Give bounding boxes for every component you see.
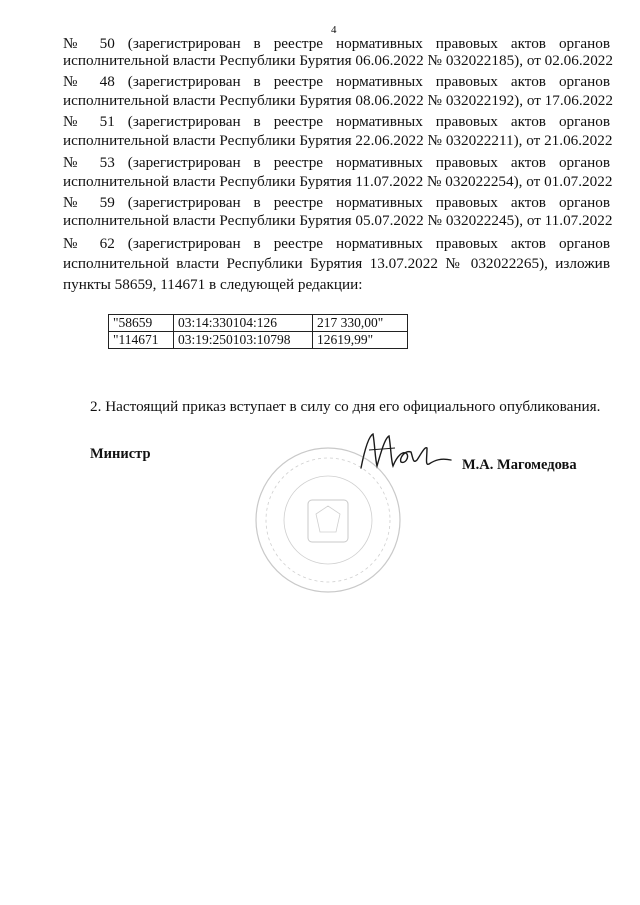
table-row [109, 315, 408, 332]
body-line: исполнительной власти Республики Бурятия 22.06.2022 № 032022211), от 21.06.2022 [63, 132, 613, 149]
signatory-title: Министр [90, 446, 151, 462]
item-number-cell: "114671 [109, 332, 174, 349]
value-cell: 217 330,00" [313, 315, 408, 332]
item-number-cell: "58659 [109, 315, 174, 332]
body-line: исполнительной власти Республики Бурятия 11.07.2022 № 032022254), от 01.07.2022 [63, 173, 613, 190]
cadastral-number-cell: 03:14:330104:126 [174, 315, 313, 332]
body-line: исполнительной власти Республики Бурятия 05.07.2022 № 032022245), от 11.07.2022 [63, 212, 613, 229]
body-line: исполнительной власти Республики Бурятия 13.07.2022 № 032022265), изложив [63, 255, 610, 272]
clause-2: 2. Настоящий приказ вступает в силу со дня его официального опубликования. [90, 398, 601, 415]
cadastral-number-cell: 03:19:250103:10798 [174, 332, 313, 349]
signatory-name: М.А. Магомедова [462, 457, 577, 473]
body-line: № 48 (зарегистрирован в реестре нормативных правовых актов органов [63, 73, 610, 90]
page-number: 4 [331, 24, 337, 36]
body-line: пункты 58659, 114671 в следующей редакции: [63, 276, 363, 293]
value-cell: 12619,99" [313, 332, 408, 349]
body-line: № 59 (зарегистрирован в реестре нормативных правовых актов органов [63, 194, 610, 211]
table-row [109, 332, 408, 349]
body-line: № 62 (зарегистрирован в реестре нормативных правовых актов органов [63, 235, 610, 252]
body-line: № 50 (зарегистрирован в реестре нормативных правовых актов органов [63, 35, 610, 52]
amendment-table [108, 314, 408, 349]
body-line: исполнительной власти Республики Бурятия 06.06.2022 № 032022185), от 02.06.2022 [63, 52, 613, 69]
body-line: № 51 (зарегистрирован в реестре нормативных правовых актов органов [63, 113, 610, 130]
official-seal [252, 444, 404, 596]
body-line: № 53 (зарегистрирован в реестре нормативных правовых актов органов [63, 154, 610, 171]
body-line: исполнительной власти Республики Бурятия 08.06.2022 № 032022192), от 17.06.2022 [63, 92, 613, 109]
